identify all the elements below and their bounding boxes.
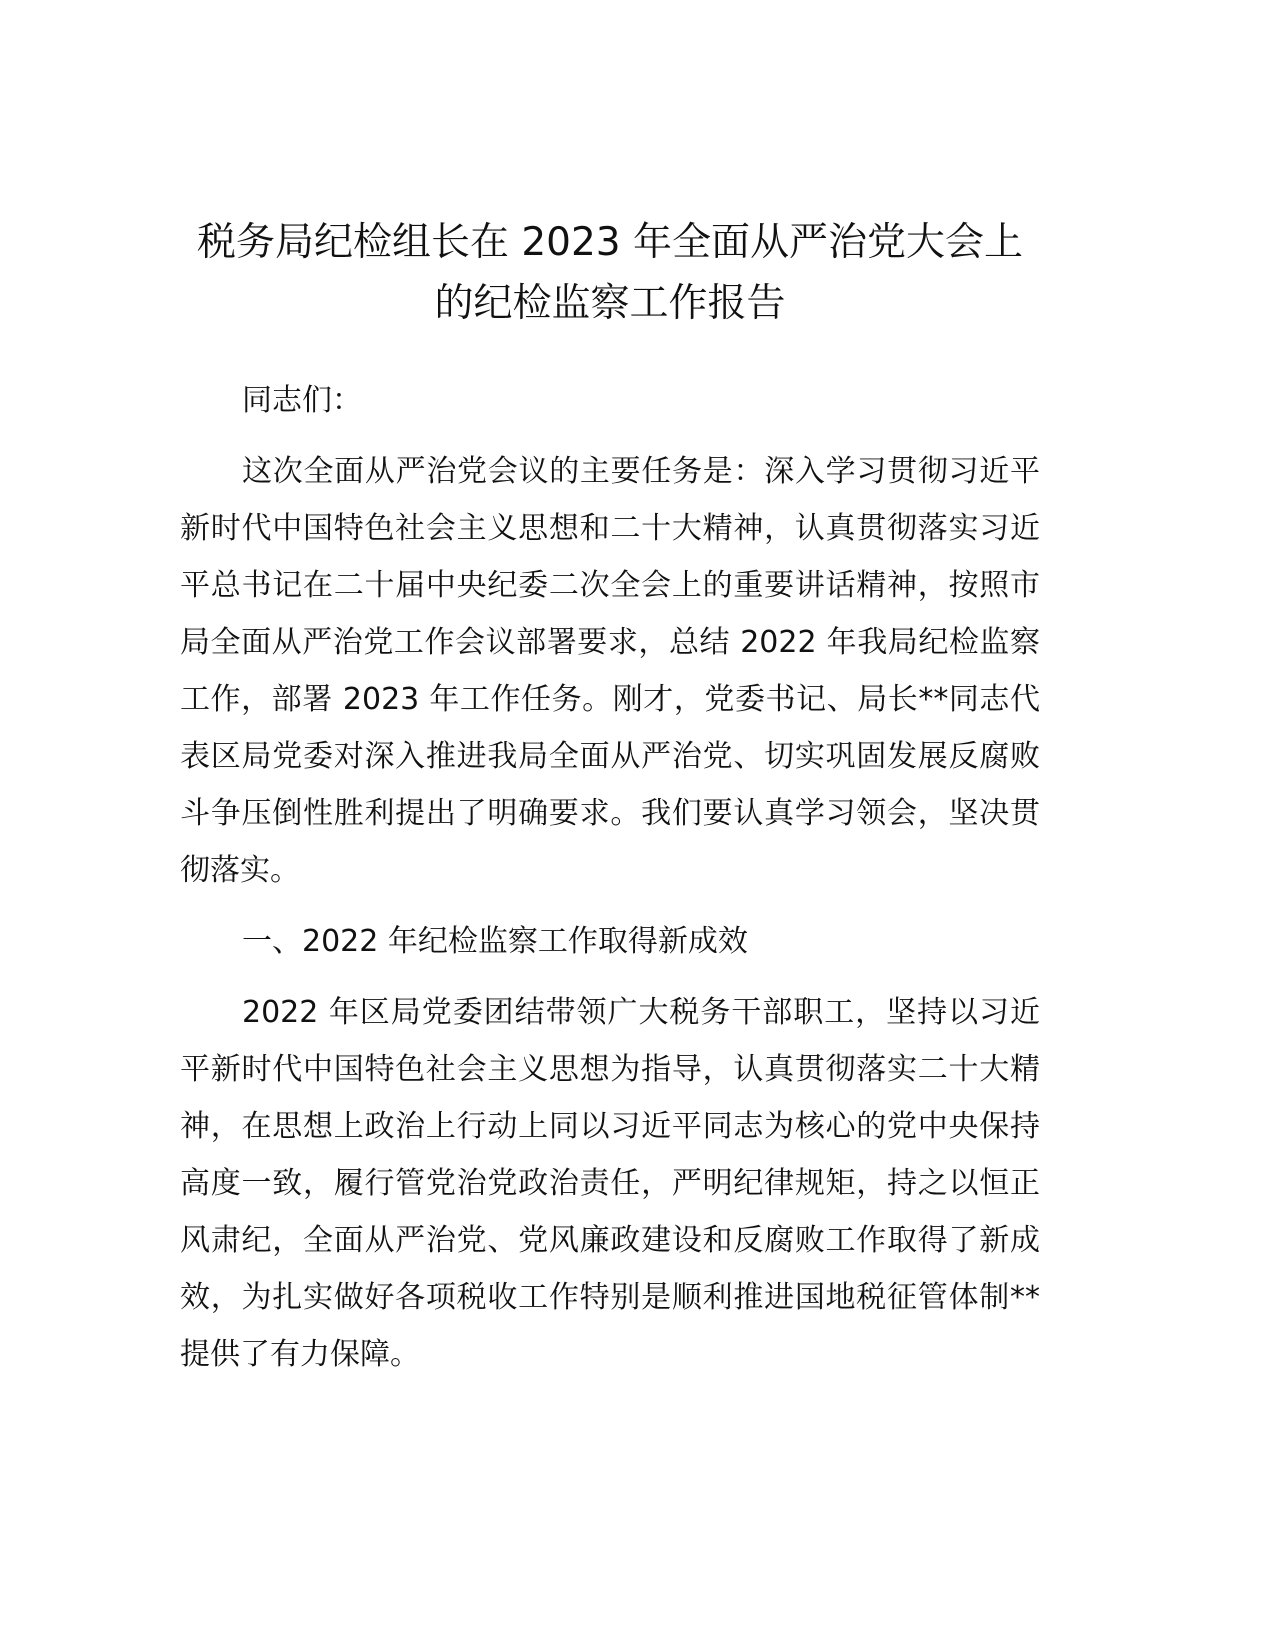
- document-content: [180, 212, 1040, 1383]
- title-line-2: 的纪检监察工作报告: [434, 281, 786, 326]
- intro-paragraph: 这次全面从严治党会议的主要任务是：深入学习贯彻习近平新时代中国特色社会主义思想和二十大精神，认真贯彻落实习近平总书记在二十届中央纪委二次全会上的重要讲话精神，按照市局全面从严治党工作会议部署要求，总结 2022 年我局纪检监察工作，部署 2023 年工作任务。刚才，党委书记、局长**同志代表区局党委对深入推进我局全面从严治党、切实巩固发展反腐败斗争压倒性胜利提出了明确要求。我们要认真学习领会，坚决贯彻落实。: [180, 454, 1040, 888]
- section-paragraph: 2022 年区局党委团结带领广大税务干部职工，坚持以习近平新时代中国特色社会主义思想为指导，认真贯彻落实二十大精神，在思想上政治上行动上同以习近平同志为核心的党中央保持高度一致，履行管党治党政治责任，严明纪律规矩，持之以恒正风肃纪，全面从严治党、党风廉政建设和反腐败工作取得了新成效，为扎实做好各项税收工作特别是顺利推进国地税征管体制**提供了有力保障。: [180, 995, 1040, 1372]
- salutation: 同志们：: [242, 383, 362, 418]
- document-title: [180, 212, 1040, 334]
- title-line-1: 税务局纪检组长在 2023 年全面从严治党大会上: [196, 220, 1024, 265]
- section-heading: 一、2022 年纪检监察工作取得新成效: [242, 924, 748, 959]
